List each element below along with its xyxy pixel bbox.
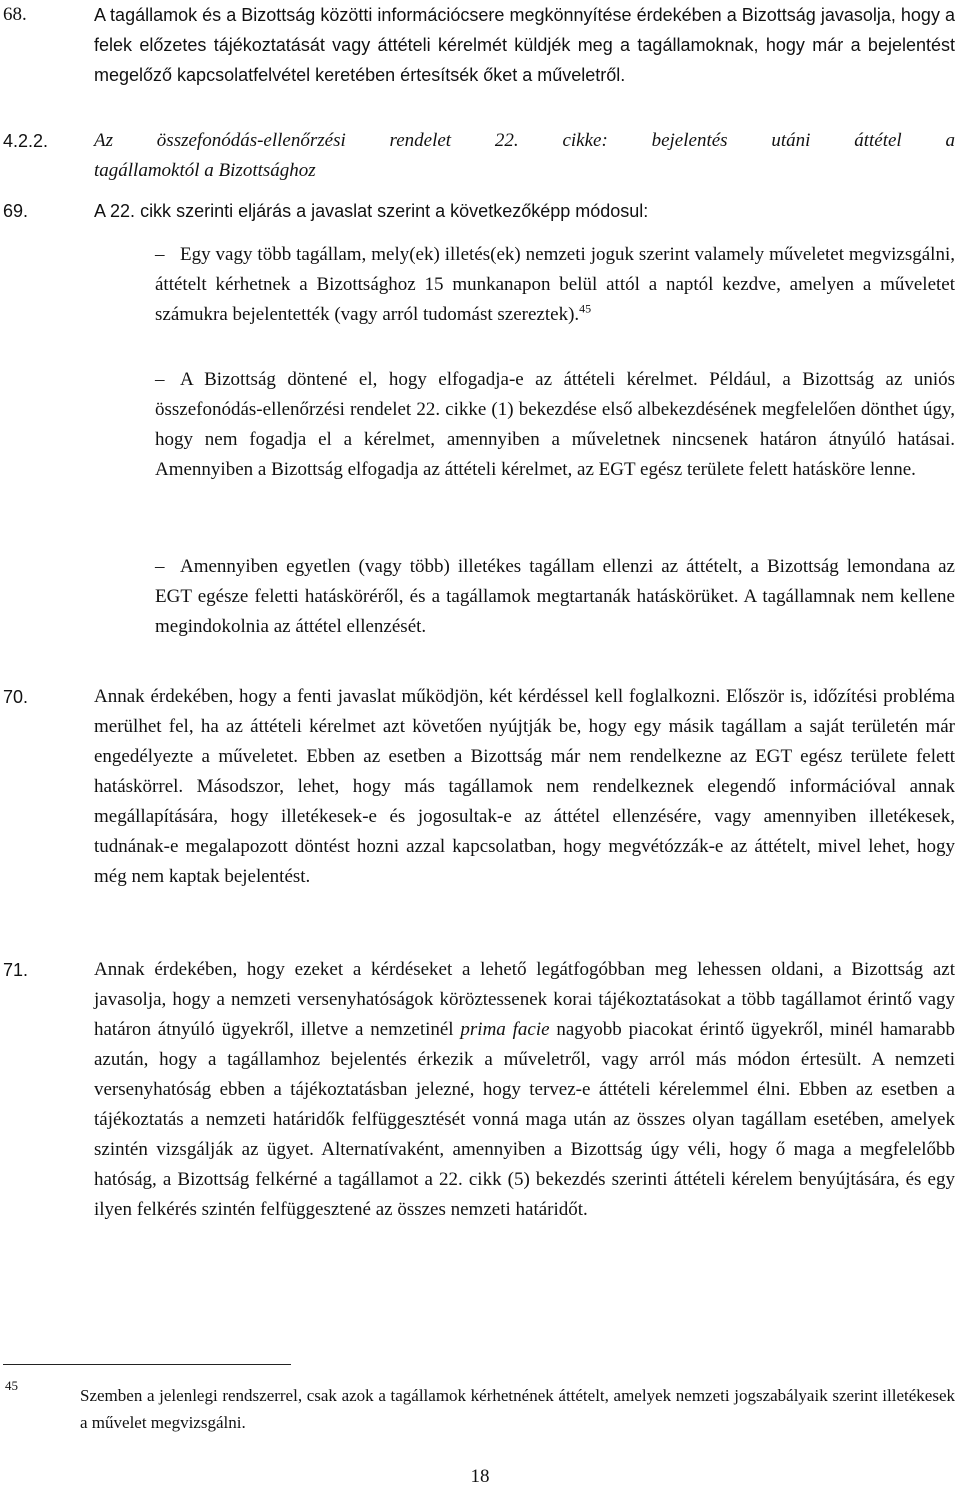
paragraph-number: 70. [3,687,29,707]
dash-marker: – [155,244,165,265]
page-number: 18 [470,1466,490,1487]
paragraph-number: 69. [3,201,29,221]
section-number: 4.2.2. [3,131,49,151]
footnote-text: Szemben a jelenlegi rendszerrel, csak azok a tagállamok kérhetnének áttételt, amelyek nemzeti jogszabályaik szerint illetékesek a művelet megvizsgálni. [80,1386,955,1432]
paragraph-text [94,196,648,226]
dash-marker: – [155,369,165,390]
bullet-text: A Bizottság döntené el, hogy elfogadja-e az áttételi kérelmet. Például, a Bizottság az uniós összefonódás-ellenőrzési rendelet 22. cikke (1) bekezdése első albekezdésének megfelelően dönthet úgy, hogy nem fogadja el a kérelmet, amennyiben a műveletnek nincsenek határon átnyúló hatásai. Amennyiben a Bizottság elfogadja az áttételi kérelmet, az EGT egész területe felett hatásköre lenne. [155,369,955,480]
bullet-text: Egy vagy több tagállam, mely(ek) illetés(ek) nemzeti joguk szerint valamely műveletet megvizsgálni, áttételt kérhetnek a Bizottsághoz 15 munkanapon belül attól a naptól kezdve, amelyen a műveletet számukra bejelentették (vagy arról tudomást szereztek). [155,244,955,325]
paragraph-text [94,955,955,1225]
bullet-text-container [155,240,955,330]
paragraph-text-rest: cikk szerinti eljárás a javaslat szerint a következőképp módosul: [140,201,649,221]
dash-marker: – [155,556,165,577]
section-title-line-2: tagállamoktól a Bizottsághoz [94,160,316,181]
bullet-text: Amennyiben egyetlen (vagy több) illetékes tagállam ellenzi az áttételt, a Bizottság lemondana az EGT egésze feletti hatásköréről, és a tagállamok megtartanák hatáskörüket. A tagállamnak nem kellene megindokolnia az áttétel ellenzését. [155,556,955,637]
footnote-separator [3,1364,291,1365]
bullet-item [155,365,955,485]
footnote-ref[interactable]: 45 [579,301,592,316]
footnote-number: 45 [5,1378,18,1393]
section-title [94,126,955,186]
bullet-item [155,552,955,642]
bullet-text-container [155,552,955,642]
paragraph-text-lead: A 22. [94,201,136,221]
paragraph-number: 71. [3,960,29,980]
paragraph-text: A tagállamok és a Bizottság közötti információcsere megkönnyítése érdekében a Bizottság javasolja, hogy a felek előzetes tájékoztatását vagy áttételi kérelmét küldjék meg a tagállamoknak, hogy már a bejelentést megelőző kapcsolatfelvétel keretében értesítsék őket a műveletről. [94,5,955,85]
bullet-item [155,240,955,330]
bullet-text-container [155,365,955,485]
section-title-line-1: Az összefonódás-ellenőrzési rendelet 22. cikke: bejelentés utáni áttétel a [94,130,955,151]
paragraph-number: 68. [3,4,27,25]
paragraph-text: Annak érdekében, hogy a fenti javaslat működjön, két kérdéssel kell foglalkozni. Először is, időzítési probléma merülhet fel, ha az áttételi kérelmet azt követően nyújtják be, hogy egy másik tagállam a saját területén már engedélyezte a műveletet. Ebben az esetben a Bizottság már nem rendelkezne az EGT egész területe felett hatáskörrel. Másodszor, lehet, hogy más tagállamok nem rendelkeznek elegendő információval annak megállapítására, hogy illetékesek-e és jogosultak-e az áttétel ellenzésére, vagy amennyiben illetékesek, tudnának-e megalapozott döntést hozni azzal kapcsolatban, hogy megvétózzák-e az áttételt, mivel lehet, hogy még nem kaptak bejelentést. [94,686,955,887]
latin-term: prima facie [460,1019,550,1040]
paragraph-text-part: nagyobb piacokat érintő ügyekről, minél hamarabb azután, hogy a tagállamhoz bejelentés érkezik a műveletről, vagy arról más módon értesült. A nemzeti versenyhatóság ebben a tájékoztatásban jelezné, hogy tervez-e áttételi kérelemmel élni. Ebben az esetben a tájékoztatás a nemzeti határidők felfüggesztését vonná maga után az összes olyan tagállam esetében, amelyek szintén vizsgálják az ügyet. Alternatívaként, amennyiben a Bizottság úgy véli, hogy ő maga a megfelelőbb hatóság, a Bizottság felkérné a tagállamot a 22. cikk (5) bekezdés szerinti áttételi kérelem benyújtására, és egy ilyen felkérés szintén felfüggesztené az összes nemzeti határidőt. [94,1019,956,1220]
paragraph-text-part: Annak érdekében, hogy ezeket a kérdéseket a lehető legátfogóbban meg lehessen oldani, a Bizottság azt javasolja, hogy a nemzeti versenyhatóságok köröztessenek korai tájékoztatásokat a több tagállamot érintő vagy határon átnyúló ügyekről, illetve a nemzetinél [94,959,955,1040]
